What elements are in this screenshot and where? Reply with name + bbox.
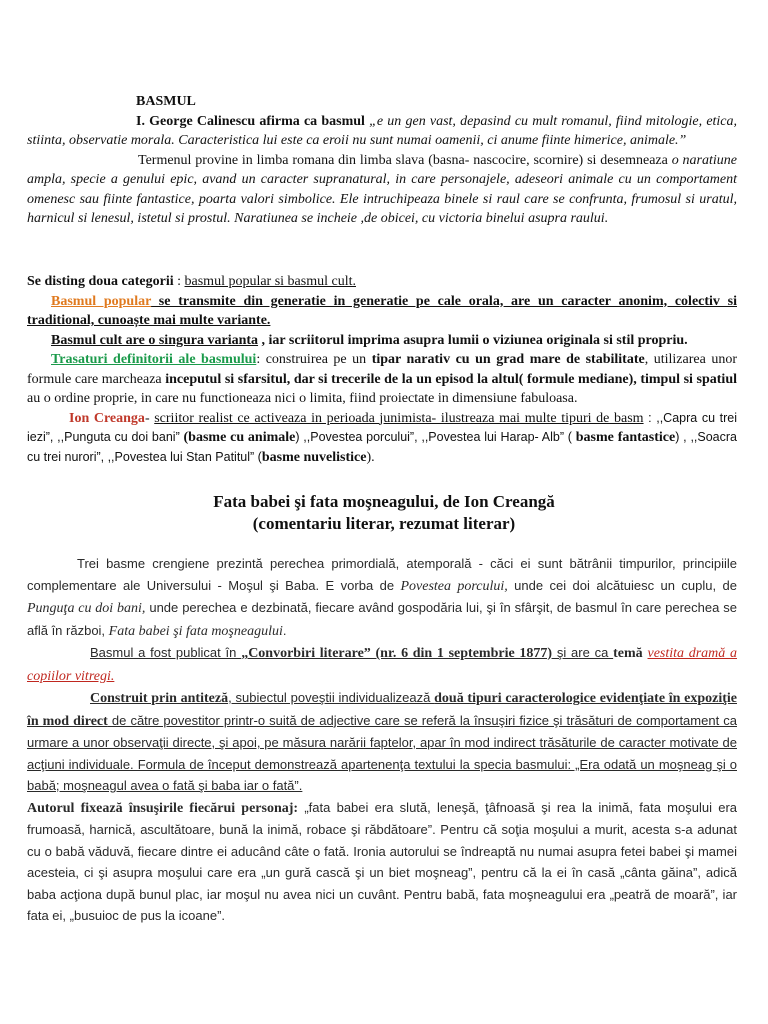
ion-creanga-paragraph: Ion Creanga- scriitor realist ce activeaza in perioada junimista- ilustreaza mai multe tipuri de basm : ,,Capra cu trei iezi”, ,,Punguta cu doi bani” (basme cu animale) ,,Povestea porcului”, ,,Povestea lui Harap- Alb” ( basme fantastice) , ,,Soacra cu trei nurori”, ,,Povestea lui Stan Patitul” (basme nuvelistice). [27,410,737,465]
calinescu-paragraph [27,112,737,151]
definition-paragraph [27,151,737,229]
categories-label: Se disting doua categorii [27,274,174,289]
trasaturi-label: Trasaturi definitorii ale basmului [51,352,257,367]
categories-value: basmul popular si basmul cult. [184,274,356,289]
definition-plain: Termenul provine in limba romana din limba slava (basna- nascocire, scornire) si desemneaza [138,152,668,168]
intro-paragraph: Trei basme crengiene prezintă perechea primordială, atemporală - căci ei sunt bătrânii timpurilor, principiile complementare ale Universului - Moşul şi Baba. E vorba de Povestea porcului, unde cei doi alcătuiesc un cuplu, de Punguţa cu doi bani, unde perechea e dezbinată, fiecare având gospodăria lui, şi în sfârşit, de basmul în care perechea se află în război, Fata babei şi fata moşneagului. [27,556,738,639]
antiteza-paragraph: Construit prin antiteză, subiectul poveştii individualizează două tipuri caracterologice evidenţiate în expoziţie în mod direct de către povestitor printr-o suită de adjective care se referă la însuşiri fizice şi trăsături de comportament ca urmare a unor observaţii directe, şi apoi, pe măsura narării faptelor, apar în mod indirect trăsăturile de caracter motivate de acţiuni individuale. Formula de început demonstrează apartenenţa textului la specia basmului: „Era odată un moşneag şi o babă; moşneagul avea o fată şi baba iar o fată”. [27,690,737,793]
basmul-cult-paragraph [27,331,737,351]
section-heading: BASMUL [136,94,196,109]
definition-italic: o naratiune ampla, specie a genului epic, avand un caracter supranatural, in care personajele, adeseori animale cu un comportament omenesc sau fiinte fantastice, poarta valori simbolice. Ele intruchipeaza binele si raul care se confrunta, frumosul si uratul, harnicul si lenesul, istetul si prostul. Naratiunea se incheie ,de obicei, cu victoria binelui asupra raului. [27,152,738,226]
basmul-popular-paragraph [27,292,737,331]
categories-block [27,272,737,467]
theme-red-text: vestita dramă a copiilor vitregi. [27,646,737,684]
calinescu-quote: „e un gen vast, depasind cu mult romanul, fiind mitologie, etica, stiinta, observatie morala. Caracteristica lui este ca eroii nu sunt numai oamenii, ci anume fiinte himerice, animale.” [27,113,738,148]
basmul-cult-text: , iar scriitorul imprima asupra lumii o viziunea originala si stil propriu. [258,332,688,348]
basmul-popular-label: Basmul popular [51,293,152,309]
ion-creanga-desc: scriitor realist ce activeaza in perioada junimista- ilustreaza mai multe tipuri de basm [154,410,644,426]
article-title: Fata babei şi fata moşneagului, de Ion Creangă [213,492,555,511]
article-subtitle: (comentariu literar, rezumat literar) [252,514,516,533]
calinescu-lead: I. George Calinescu afirma ca basmul [136,113,365,129]
ion-creanga-name: Ion Creanga [69,410,145,426]
basmul-intro [27,92,737,229]
basmul-cult-label: Basmul cult are o singura varianta [51,332,259,348]
personaje-paragraph: Autorul fixează însuşirile fiecărui personaj: „fata babei era slută, leneşă, ţâfnoasă şi rea la inimă, fata moşului era frumoasă, harnică, ascultătoare, bună la inimă, robace şi răbdătoare”. Pentru că soţia moşului a murit, acesta s-a adunat cu o babă văduvă, fiecare dintre ei aducând câte o fată. Ironia autorului se îndreaptă nu numai asupra fetei babei şi mamei acesteia, ci şi asupra moşului care era „un gură cască şi un biet moşneag”, pentru că la ei în casă „cânta găina”, adică baba acţiona după bunul plac, iar moşul nu avea nici un cuvânt. Pentru babă, fata moşneagului era „peatră de moară”, iar fata ei, „busuioc de pus la icoane”. [27,799,738,923]
basmul-popular-text: se transmite din generatie in generatie pe cale orala, are un caracter anonim, colectiv si traditional, cunoaște mai multe variante. [27,293,737,328]
categories-line: Se disting doua categorii : basmul popular si basmul cult. [27,274,356,289]
trasaturi-paragraph: Trasaturi definitorii ale basmului: construirea pe un tipar narativ cu un grad mare de stabilitate, utilizarea unor formule care marcheaza inceputul si sfarsitul, dar si trecerile de la un episod la altul( formule mediane), timpul si spatiul au o ordine proprie, in care nu functioneaza nici o limita, fiind proiectate in dimensiune fabuloasa. [27,352,737,406]
publication-paragraph: Basmul a fost publicat în „Convorbiri literare” (nr. 6 din 1 septembrie 1877) şi are ca temă vestita dramă a copiilor vitregi. [27,645,737,684]
article-body [27,553,737,927]
